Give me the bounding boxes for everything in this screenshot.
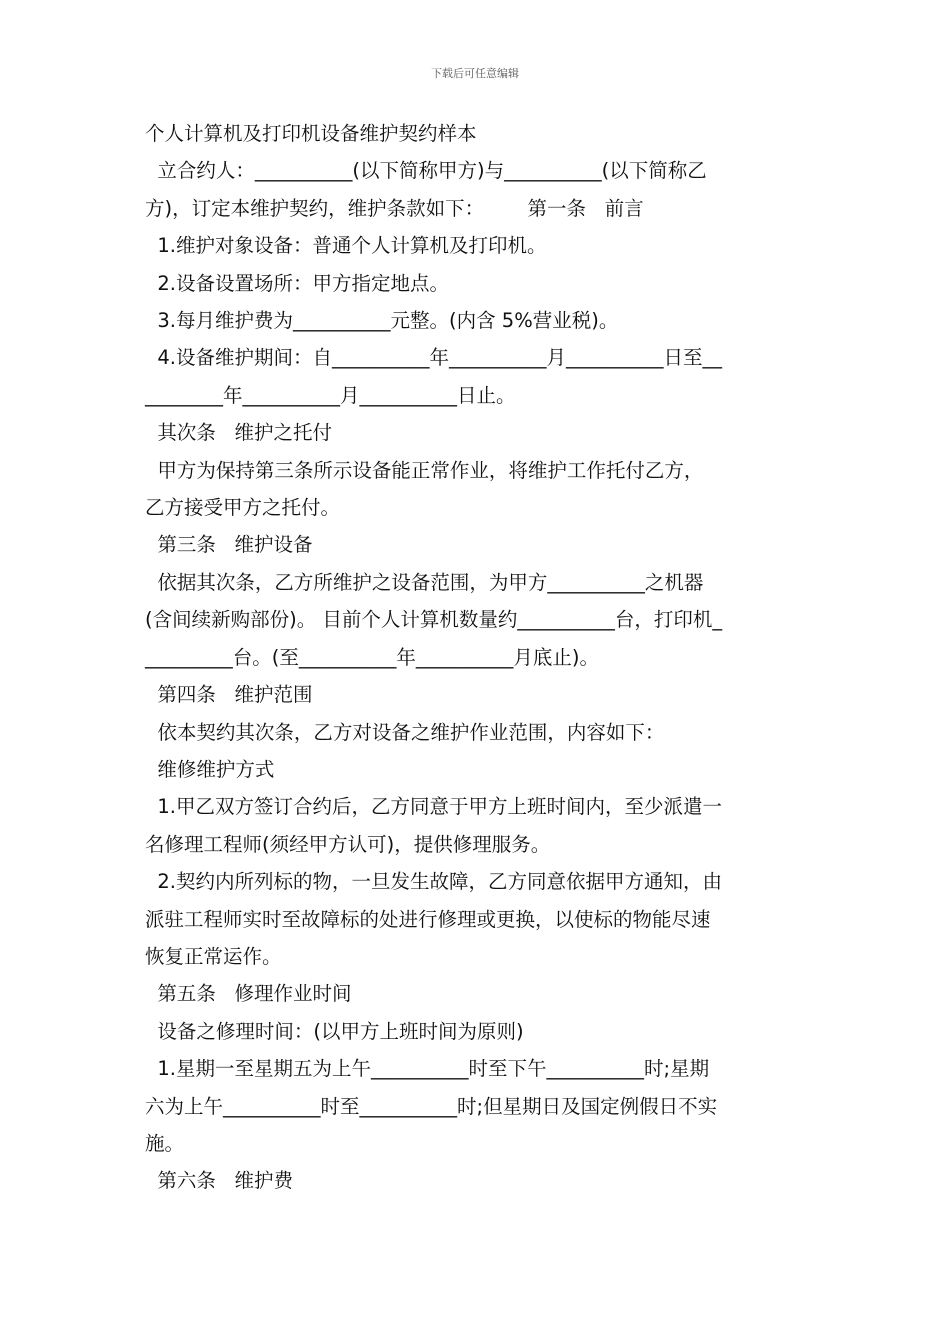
text-line: 派驻工程师实时至故障标的处进行修理或更换，以使标的物能尽速 [145, 907, 711, 931]
section-heading: 第六条 维护费 [145, 1169, 293, 1193]
text-line: 方)，订定本维护契约，维护条款如下： 第一条 前言 [145, 196, 644, 220]
text-line: 3.每月维护费为__________元整。(内含 5%营业税)。 [145, 309, 619, 333]
text-line: 2.设备设置场所：甲方指定地点。 [145, 271, 450, 295]
text-line: 维修维护方式 [145, 757, 275, 781]
text-line: 1.维护对象设备：普通个人计算机及打印机。 [145, 234, 547, 258]
text-line: 1.甲乙双方签订合约后，乙方同意于甲方上班时间内，至少派遣一 [145, 795, 723, 819]
document-body [145, 115, 810, 1200]
document-title: 个人计算机及打印机设备维护契约样本 [145, 122, 477, 145]
text-line: 恢复正常运作。 [145, 944, 282, 968]
text-line: 1.星期一至星期五为上午__________时至下午__________时;星期 [145, 1057, 710, 1081]
page-header: 下载后可任意编辑 [431, 67, 519, 80]
text-line: 依据其次条，乙方所维护之设备范围，为甲方__________之机器 [145, 570, 704, 594]
text-line: (含间续新购部份)。 目前个人计算机数量约__________台，打印机_ [145, 608, 723, 632]
text-line: 依本契约其次条，乙方对设备之维护作业范围，内容如下： [145, 720, 665, 744]
text-line: ________年__________月__________日止。 [145, 383, 516, 407]
text-line: 2.契约内所列标的物，一旦发生故障，乙方同意依据甲方通知，由 [145, 870, 723, 894]
section-heading: 第四条 维护范围 [145, 683, 313, 707]
text-line: 立合约人：__________(以下简称甲方)与__________(以下简称乙 [145, 159, 707, 183]
section-heading: 其次条 维护之托付 [145, 421, 332, 445]
text-line: _________台。(至__________年__________月底止)。 [145, 645, 599, 669]
section-heading: 第三条 维护设备 [145, 533, 313, 557]
text-line: 4.设备维护期间：自__________年__________月__________日至__ [145, 346, 723, 370]
text-line: 甲方为保持第三条所示设备能正常作业，将维护工作托付乙方， [145, 458, 704, 482]
text-line: 施。 [145, 1131, 185, 1155]
text-line: 设备之修理时间：(以甲方上班时间为原则) [145, 1019, 524, 1043]
text-line: 六为上午__________时至__________时;但星期日及国定例假日不实 [145, 1094, 718, 1118]
text-line: 乙方接受甲方之托付。 [145, 496, 341, 520]
text-line: 名修理工程师(须经甲方认可)，提供修理服务。 [145, 832, 551, 856]
section-heading: 第五条 修理作业时间 [145, 982, 352, 1006]
